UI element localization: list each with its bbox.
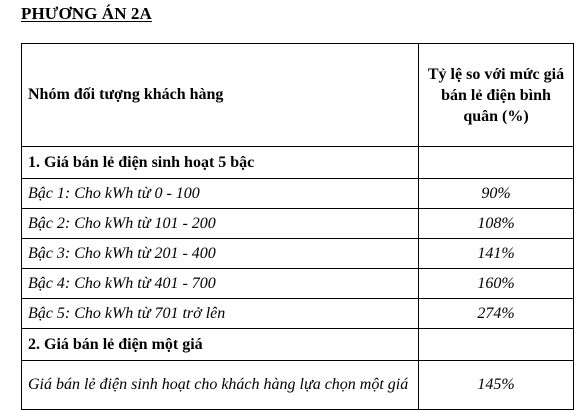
tier-label: Bậc 4: Cho kWh từ 401 - 700 <box>22 269 419 299</box>
document-heading: PHƯƠNG ÁN 2A <box>21 4 152 23</box>
tier-ratio: 160% <box>419 269 574 299</box>
tier-ratio: 141% <box>419 239 574 269</box>
empty-cell <box>419 329 574 361</box>
customer-group-header: Nhóm đối tượng khách hàng <box>22 44 419 147</box>
section-title: 1. Giá bán lẻ điện sinh hoạt 5 bậc <box>22 147 419 179</box>
table-row <box>22 209 574 239</box>
single-price-ratio: 145% <box>419 361 574 410</box>
tier-ratio: 108% <box>419 209 574 239</box>
table-row <box>22 239 574 269</box>
table-row <box>22 179 574 209</box>
ratio-header: Tỷ lệ so với mức giá bán lẻ điện bình quân (%) <box>419 44 574 147</box>
section-row <box>22 147 574 179</box>
tier-ratio: 90% <box>419 179 574 209</box>
table-row <box>22 299 574 329</box>
single-price-label: Giá bán lẻ điện sinh hoạt cho khách hàng lựa chọn một giá <box>22 361 419 410</box>
empty-cell <box>419 147 574 179</box>
section-row <box>22 329 574 361</box>
tariff-table <box>21 43 574 410</box>
table-row <box>22 269 574 299</box>
table-header-row <box>22 44 574 147</box>
table-row <box>22 361 574 410</box>
tier-label: Bậc 2: Cho kWh từ 101 - 200 <box>22 209 419 239</box>
tier-ratio: 274% <box>419 299 574 329</box>
tier-label: Bậc 5: Cho kWh từ 701 trở lên <box>22 299 419 329</box>
tier-label: Bậc 3: Cho kWh từ 201 - 400 <box>22 239 419 269</box>
tier-label: Bậc 1: Cho kWh từ 0 - 100 <box>22 179 419 209</box>
section-title: 2. Giá bán lẻ điện một giá <box>22 329 419 361</box>
